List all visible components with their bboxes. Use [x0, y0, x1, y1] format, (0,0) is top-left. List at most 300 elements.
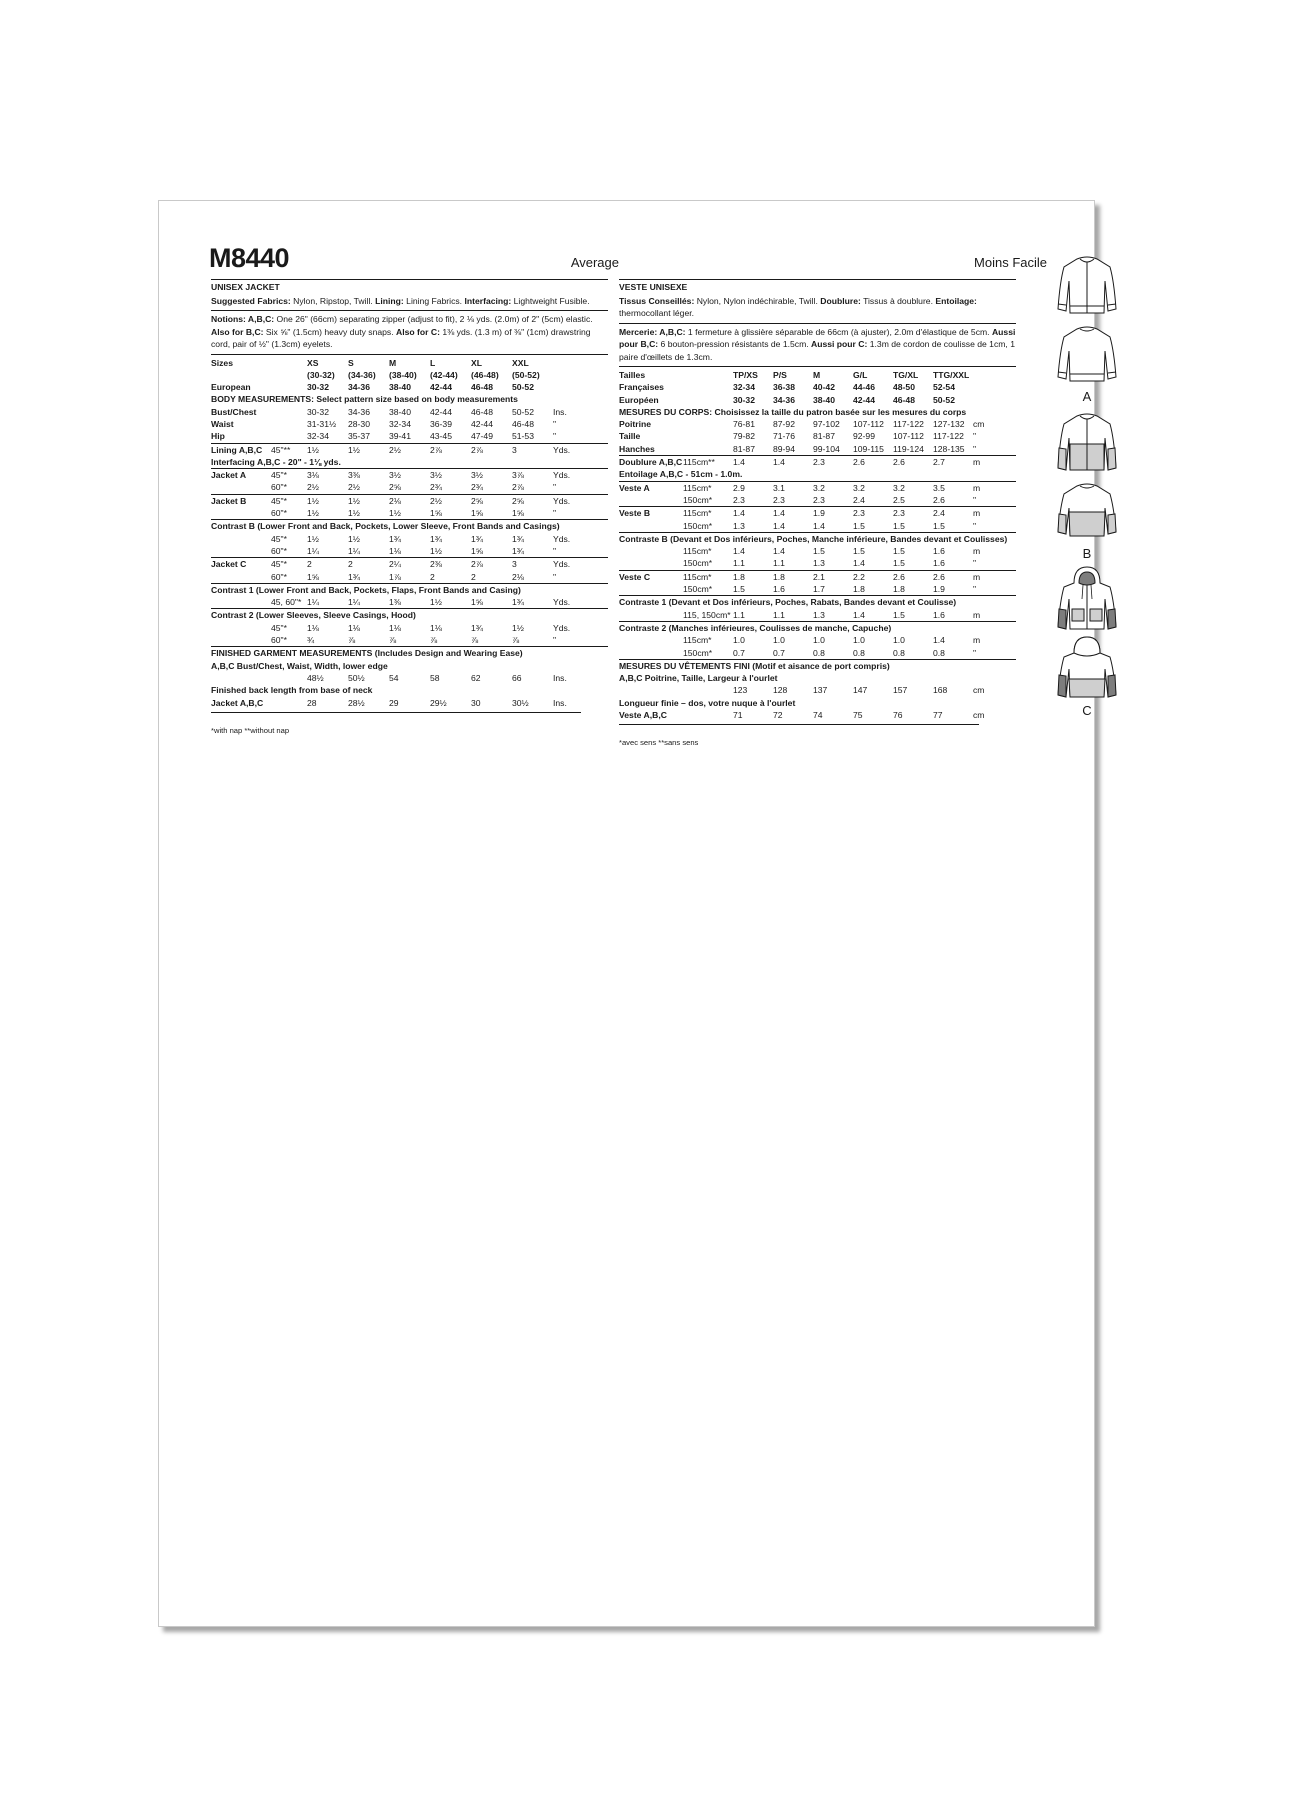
table-cell: 115cm*	[683, 546, 712, 557]
table-row	[211, 596, 608, 609]
table-cell: 2.3	[893, 507, 933, 520]
french-column	[619, 251, 1016, 750]
table-row	[619, 418, 1016, 430]
table-cell	[271, 430, 307, 443]
table-cell: 2¼	[389, 558, 430, 571]
table-cell: 2.6	[893, 456, 933, 469]
table-row	[211, 481, 608, 494]
table-cell	[683, 684, 733, 696]
divider	[619, 366, 1016, 367]
table-cell: 0.8	[893, 647, 905, 658]
english-yardage-table	[211, 357, 608, 709]
table-cell: 1½	[307, 494, 348, 507]
table-row	[211, 697, 608, 709]
table-cell: "	[973, 558, 977, 569]
garment-illustrations	[1052, 251, 1122, 722]
notions-label: Notions: A,B,C:	[211, 314, 275, 324]
table-cell: 1.0	[773, 635, 785, 646]
table-cell: 60"*	[271, 482, 287, 493]
table-cell: 81-87	[733, 443, 755, 454]
table-cell: cm	[973, 419, 985, 430]
table-cell: 1⅝	[512, 508, 524, 519]
table-cell: 44-46	[853, 382, 875, 393]
row-label	[619, 583, 683, 596]
table-cell: 72	[773, 710, 783, 721]
table-cell: "	[553, 571, 557, 582]
row-label: Veste B	[619, 507, 683, 520]
table-cell: 74	[813, 710, 823, 721]
fabrics-text: Lining Fabrics.	[403, 295, 465, 306]
table-row	[619, 430, 1016, 442]
table-cell: 3.1	[773, 481, 813, 494]
table-cell: 150cm*	[683, 647, 713, 658]
table-cell: 1¾	[389, 533, 401, 544]
table-cell: 2.6	[933, 494, 945, 505]
table-cell: 46-48	[471, 406, 493, 417]
table-cell: 1.8	[773, 570, 813, 583]
table-cell: 3⅜	[348, 469, 389, 482]
table-cell: 99-104	[813, 443, 840, 454]
table-cell: 1.5	[813, 546, 825, 557]
table-row	[619, 406, 1016, 418]
table-cell: 39-41	[389, 431, 411, 442]
table-cell: "	[973, 584, 977, 595]
french-yardage-table	[619, 369, 1016, 721]
row-label: Tailles	[619, 370, 646, 380]
table-cell: 150cm*	[683, 494, 713, 505]
jacket-b-back-icon	[1052, 478, 1122, 548]
table-cell: ⅞	[512, 635, 520, 646]
notions-label: Aussi pour B,C:	[619, 326, 1016, 349]
table-cell: 2.3	[773, 494, 785, 505]
table-cell: 1.1	[773, 558, 785, 569]
table-cell: 3⅛	[307, 469, 348, 482]
table-cell: L	[430, 357, 436, 368]
table-cell: 1¼	[307, 597, 319, 608]
table-cell: 1½	[348, 443, 389, 456]
row-label	[619, 557, 683, 570]
french-fabrics	[619, 295, 1016, 320]
table-cell: 2½	[348, 482, 360, 493]
table-row	[619, 697, 1016, 709]
table-cell: 2.4	[933, 507, 973, 520]
row-label: Françaises	[619, 382, 664, 393]
divider	[619, 323, 1016, 324]
table-cell: 1.4	[773, 456, 813, 469]
table-cell	[973, 369, 1016, 381]
table-cell: 1.5	[893, 546, 905, 557]
table-cell: 1⅝	[430, 508, 442, 519]
table-row	[211, 381, 608, 393]
table-cell: 2.9	[733, 481, 773, 494]
table-cell: 42-44	[853, 394, 875, 405]
row-label: Jacket A,B,C	[211, 697, 264, 708]
table-cell: 1.5	[853, 520, 865, 531]
pattern-envelope-back	[158, 200, 1095, 1627]
table-cell: 3	[512, 443, 553, 456]
table-cell: 47-49	[471, 431, 493, 442]
table-cell: 1⅛	[307, 622, 319, 633]
table-cell: 34-36	[773, 394, 795, 405]
notions-label: Aussi pour C:	[811, 339, 868, 349]
notions-text: 1.3m de cordon de coulisse de 1cm, 1 paire d'œillets de 1.3cm.	[619, 339, 1015, 362]
table-row	[211, 369, 608, 381]
table-cell: 1.5	[733, 584, 745, 595]
table-row	[619, 468, 1016, 481]
table-cell: m	[973, 570, 1016, 583]
table-row	[211, 647, 608, 660]
table-cell: 48½	[307, 672, 324, 683]
table-cell: 2	[430, 571, 435, 582]
table-cell: 32-34	[307, 431, 329, 442]
table-cell: 2.2	[853, 570, 893, 583]
table-cell: 157	[893, 685, 908, 696]
row-label: Lining A,B,C	[211, 443, 271, 456]
table-cell: Yds.	[553, 597, 571, 608]
table-cell: 123	[733, 685, 748, 696]
row-label	[619, 545, 683, 557]
fabrics-label: Interfacing:	[464, 295, 512, 306]
table-row	[211, 622, 608, 634]
table-cell: 1.8	[733, 570, 773, 583]
row-label: Waist	[211, 418, 234, 429]
table-cell: 71	[733, 710, 743, 721]
table-cell: 150cm*	[683, 558, 713, 569]
fabrics-text: Lightweight Fusible.	[511, 295, 590, 306]
table-cell: 1½	[348, 508, 360, 519]
table-cell: 2⅛	[389, 494, 430, 507]
row-label: Veste A	[619, 481, 683, 494]
table-cell: 2⅞	[471, 558, 512, 571]
row-label	[619, 520, 683, 533]
table-cell: 0.7	[733, 647, 745, 658]
table-cell: 107-112	[893, 431, 924, 442]
table-cell: Yds.	[553, 494, 608, 507]
table-cell: "	[553, 508, 557, 519]
table-cell: 2⅝	[512, 494, 553, 507]
table-cell: 30-32	[307, 406, 329, 417]
table-row	[211, 545, 608, 558]
table-cell: 79-82	[733, 431, 755, 442]
table-cell: "	[553, 545, 557, 556]
jacket-c-back-icon	[1052, 635, 1122, 705]
table-row	[619, 532, 1016, 545]
table-cell: 40-42	[813, 382, 835, 393]
difficulty-english: Average	[570, 255, 619, 270]
table-cell: 46-48	[893, 394, 915, 405]
table-cell: 1.4	[813, 520, 825, 531]
table-row	[619, 545, 1016, 557]
table-cell: "	[973, 443, 977, 454]
table-cell: (30-32)	[307, 369, 335, 380]
table-cell: 31-31½	[307, 418, 337, 429]
table-cell: 54	[389, 672, 399, 683]
fabrics-label: Suggested Fabrics:	[211, 295, 291, 306]
table-cell: 2	[348, 558, 389, 571]
fabrics-label: Entoilage:	[935, 295, 977, 306]
table-cell: 115cm*	[683, 635, 712, 646]
table-cell	[271, 369, 307, 381]
table-cell: (38-40)	[389, 369, 417, 380]
jacket-a-front-icon	[1052, 251, 1122, 321]
table-cell: 50-52	[512, 382, 534, 393]
table-cell: 150cm*	[683, 584, 713, 595]
row-label	[211, 622, 271, 634]
table-cell: 1¾	[471, 622, 483, 633]
section-heading: A,B,C Bust/Chest, Waist, Width, lower edge	[211, 660, 388, 671]
table-cell	[683, 369, 733, 381]
table-cell: 1½	[512, 622, 524, 633]
row-label: Doublure A,B,C	[619, 457, 683, 468]
table-cell: 1.0	[853, 635, 865, 646]
table-row	[619, 494, 1016, 507]
table-cell: 115cm**	[683, 456, 733, 469]
english-column	[211, 251, 608, 737]
table-cell: 117-122	[933, 431, 964, 442]
table-cell: 115cm*	[683, 481, 733, 494]
table-row	[211, 672, 608, 684]
table-row	[619, 481, 1016, 494]
table-cell: 2	[307, 558, 348, 571]
table-cell: 1.3	[813, 609, 825, 620]
table-cell: G/L	[853, 370, 868, 380]
french-title: VESTE UNISEXE	[619, 279, 1016, 294]
table-cell: 29½	[430, 697, 447, 708]
table-cell: 32-34	[389, 418, 411, 429]
table-cell: 2⅞	[430, 443, 471, 456]
row-label	[211, 672, 271, 684]
french-footnote: *avec sens **sans sens	[619, 738, 699, 748]
table-cell: 3½	[389, 469, 430, 482]
table-cell: "	[553, 431, 557, 442]
table-cell: 1⅛	[348, 622, 360, 633]
table-cell	[683, 443, 733, 456]
notions-label: Also for B,C:	[211, 326, 264, 337]
fabrics-label: Doublure:	[820, 295, 861, 306]
table-cell: 30½	[512, 697, 529, 708]
table-cell: 48-50	[893, 382, 915, 393]
table-cell: 1.4	[773, 520, 785, 531]
view-label-b: B	[1082, 546, 1092, 561]
table-cell: 1½	[430, 545, 442, 556]
table-cell: 3.2	[893, 481, 933, 494]
table-row	[619, 684, 1016, 696]
table-cell	[683, 430, 733, 442]
section-heading: Contrast 1 (Lower Front and Back, Pockets, Flaps, Front Bands and Casing)	[211, 583, 608, 596]
section-heading: A,B,C Poitrine, Taille, Largeur à l'ourlet	[619, 673, 778, 684]
table-row	[619, 634, 1016, 646]
table-row	[211, 684, 608, 696]
table-cell: "	[973, 647, 977, 658]
table-cell: 1⅝	[471, 508, 483, 519]
table-cell: 1.1	[733, 558, 745, 569]
section-heading: Contrast B (Lower Front and Back, Pockets, Lower Sleeve, Front Bands and Casings)	[211, 520, 608, 533]
table-row	[619, 520, 1016, 533]
table-row	[211, 558, 608, 571]
table-cell: 42-44	[471, 418, 493, 429]
table-cell: 1.0	[893, 635, 905, 646]
table-row	[619, 583, 1016, 596]
table-cell: 1.0	[733, 635, 745, 646]
fabrics-label: Tissus Conseillés:	[619, 295, 695, 306]
table-cell: 2	[471, 571, 476, 582]
table-cell: XS	[307, 357, 319, 368]
table-cell	[553, 357, 608, 369]
table-cell: (50-52)	[512, 369, 540, 380]
table-cell: 1⅛	[389, 622, 401, 633]
section-heading: Contrast 2 (Lower Sleeves, Sleeve Casings, Hood)	[211, 609, 608, 622]
table-cell: 60"*	[271, 545, 287, 556]
table-cell	[553, 369, 608, 381]
table-cell: 2.6	[853, 456, 893, 469]
table-row	[211, 406, 608, 418]
row-label	[211, 533, 271, 545]
table-cell: m	[973, 635, 981, 646]
table-cell: 1⅛	[389, 545, 401, 556]
table-cell: cm	[973, 685, 985, 696]
table-cell	[271, 357, 307, 369]
table-cell: 2⅜	[430, 558, 471, 571]
table-cell: 76	[893, 710, 903, 721]
section-heading: Contraste 1 (Devant et Dos inférieurs, Poches, Rabats, Bandes devant et Coulisse)	[619, 596, 1016, 609]
table-cell: 1¾	[348, 571, 360, 582]
table-cell: "	[973, 520, 977, 531]
table-cell: 2.3	[733, 494, 745, 505]
table-cell: 1⅛	[430, 622, 442, 633]
table-cell: 2.4	[853, 494, 865, 505]
table-cell: Yds.	[553, 533, 571, 544]
table-cell: 77	[933, 710, 943, 721]
table-cell: 28-30	[348, 418, 370, 429]
table-cell: 38-40	[389, 406, 411, 417]
table-cell	[683, 394, 733, 406]
table-cell: ⅞	[389, 635, 397, 646]
divider	[211, 354, 608, 355]
table-cell: 107-112	[853, 419, 884, 430]
table-cell: 2.5	[893, 494, 905, 505]
table-row	[619, 557, 1016, 570]
table-cell: 36-39	[430, 418, 452, 429]
jacket-a-back-icon	[1052, 321, 1122, 391]
table-cell: 147	[853, 685, 868, 696]
table-cell	[271, 381, 307, 393]
table-cell: 119-124	[893, 443, 924, 454]
row-label	[211, 571, 271, 584]
table-cell: 46-48	[471, 382, 493, 393]
section-heading: MESURES DU CORPS: Choisissez la taille du patron basée sur les mesures du corps	[619, 406, 967, 417]
table-cell: TTG/XXL	[933, 370, 970, 380]
table-cell: 117-122	[893, 419, 924, 430]
table-cell: XXL	[512, 357, 529, 368]
row-label: Veste C	[619, 570, 683, 583]
table-cell: Ins.	[553, 697, 567, 708]
table-cell: 1⅝	[471, 545, 483, 556]
table-cell: 1.9	[813, 507, 853, 520]
table-cell: 1½	[430, 597, 442, 608]
english-title: UNISEX JACKET	[211, 279, 608, 294]
section-heading: Longueur finie – dos, votre nuque à l'ourlet	[619, 697, 796, 708]
table-cell: TG/XL	[893, 370, 919, 380]
table-cell: 51-53	[512, 431, 534, 442]
table-row	[619, 609, 1016, 622]
english-fabrics	[211, 295, 608, 308]
table-cell: (34-36)	[348, 369, 376, 380]
table-cell: 2.1	[813, 570, 853, 583]
table-cell: Ins.	[553, 672, 567, 683]
table-cell: 168	[933, 685, 948, 696]
table-row	[211, 571, 608, 584]
row-label	[211, 545, 271, 558]
row-label	[619, 647, 683, 660]
table-cell: m	[973, 481, 1016, 494]
table-cell	[271, 418, 307, 430]
table-cell: Yds.	[553, 469, 608, 482]
table-row	[619, 570, 1016, 583]
table-cell: 1.8	[853, 584, 865, 595]
jacket-c-front-icon	[1052, 565, 1122, 635]
table-row	[619, 596, 1016, 609]
row-label	[619, 609, 683, 622]
table-cell	[271, 672, 307, 684]
table-cell: 38-40	[389, 382, 411, 393]
table-cell: 3.5	[933, 481, 973, 494]
table-cell: "	[973, 431, 977, 442]
pattern-number: M8440	[209, 243, 290, 273]
table-cell: 3.2	[813, 481, 853, 494]
row-label	[619, 684, 683, 696]
fabrics-text: Nylon, Ripstop, Twill.	[290, 295, 376, 306]
row-label	[211, 596, 271, 609]
row-label: Jacket A	[211, 469, 271, 482]
row-label: European	[211, 382, 251, 393]
fabrics-text: Tissus à doublure.	[860, 295, 936, 306]
table-cell: m	[973, 546, 981, 557]
row-label: Taille	[619, 431, 641, 442]
table-cell: 1½	[307, 533, 319, 544]
table-row	[211, 507, 608, 520]
row-label	[619, 494, 683, 507]
section-heading: Finished back length from base of neck	[211, 685, 373, 696]
table-cell: 60"*	[271, 508, 287, 519]
table-row	[211, 393, 608, 405]
table-cell: 2¾	[471, 482, 483, 493]
notions-text: 1⅜ yds. (1.3 m) of ⅜" (1cm) drawstring cord, pair of ½" (1.3cm) eyelets.	[211, 326, 591, 349]
fabrics-label: Lining:	[375, 295, 404, 306]
section-heading: BODY MEASUREMENTS: Select pattern size based on body measurements	[211, 394, 518, 405]
table-cell: 2⅛	[512, 571, 524, 582]
divider	[211, 310, 608, 311]
table-cell: 87-92	[773, 419, 795, 430]
table-row	[619, 659, 1016, 672]
table-row	[211, 418, 608, 430]
english-notions	[211, 313, 608, 351]
notions-text: 1 fermeture à glissière séparable de 66cm (à ajuster), 2.0m d'élastique de 5cm.	[685, 326, 992, 337]
row-label	[211, 507, 271, 520]
table-row	[211, 456, 608, 469]
table-row	[619, 394, 1016, 406]
section-heading: Contraste 2 (Manches inférieures, Coulisses de manche, Capuche)	[619, 621, 1016, 634]
table-cell: 30-32	[307, 382, 329, 393]
table-cell: 2⅞	[471, 443, 512, 456]
notions-text: 6 bouton-pression résistants de 1.5cm.	[658, 339, 812, 349]
table-cell: 127-132	[933, 419, 965, 430]
table-cell: 1.5	[933, 520, 945, 531]
table-cell: 45"*	[271, 469, 307, 482]
table-cell: 1.5	[893, 609, 905, 620]
table-cell: 30-32	[733, 394, 755, 405]
table-cell: (46-48)	[471, 369, 499, 380]
table-row	[211, 660, 608, 672]
